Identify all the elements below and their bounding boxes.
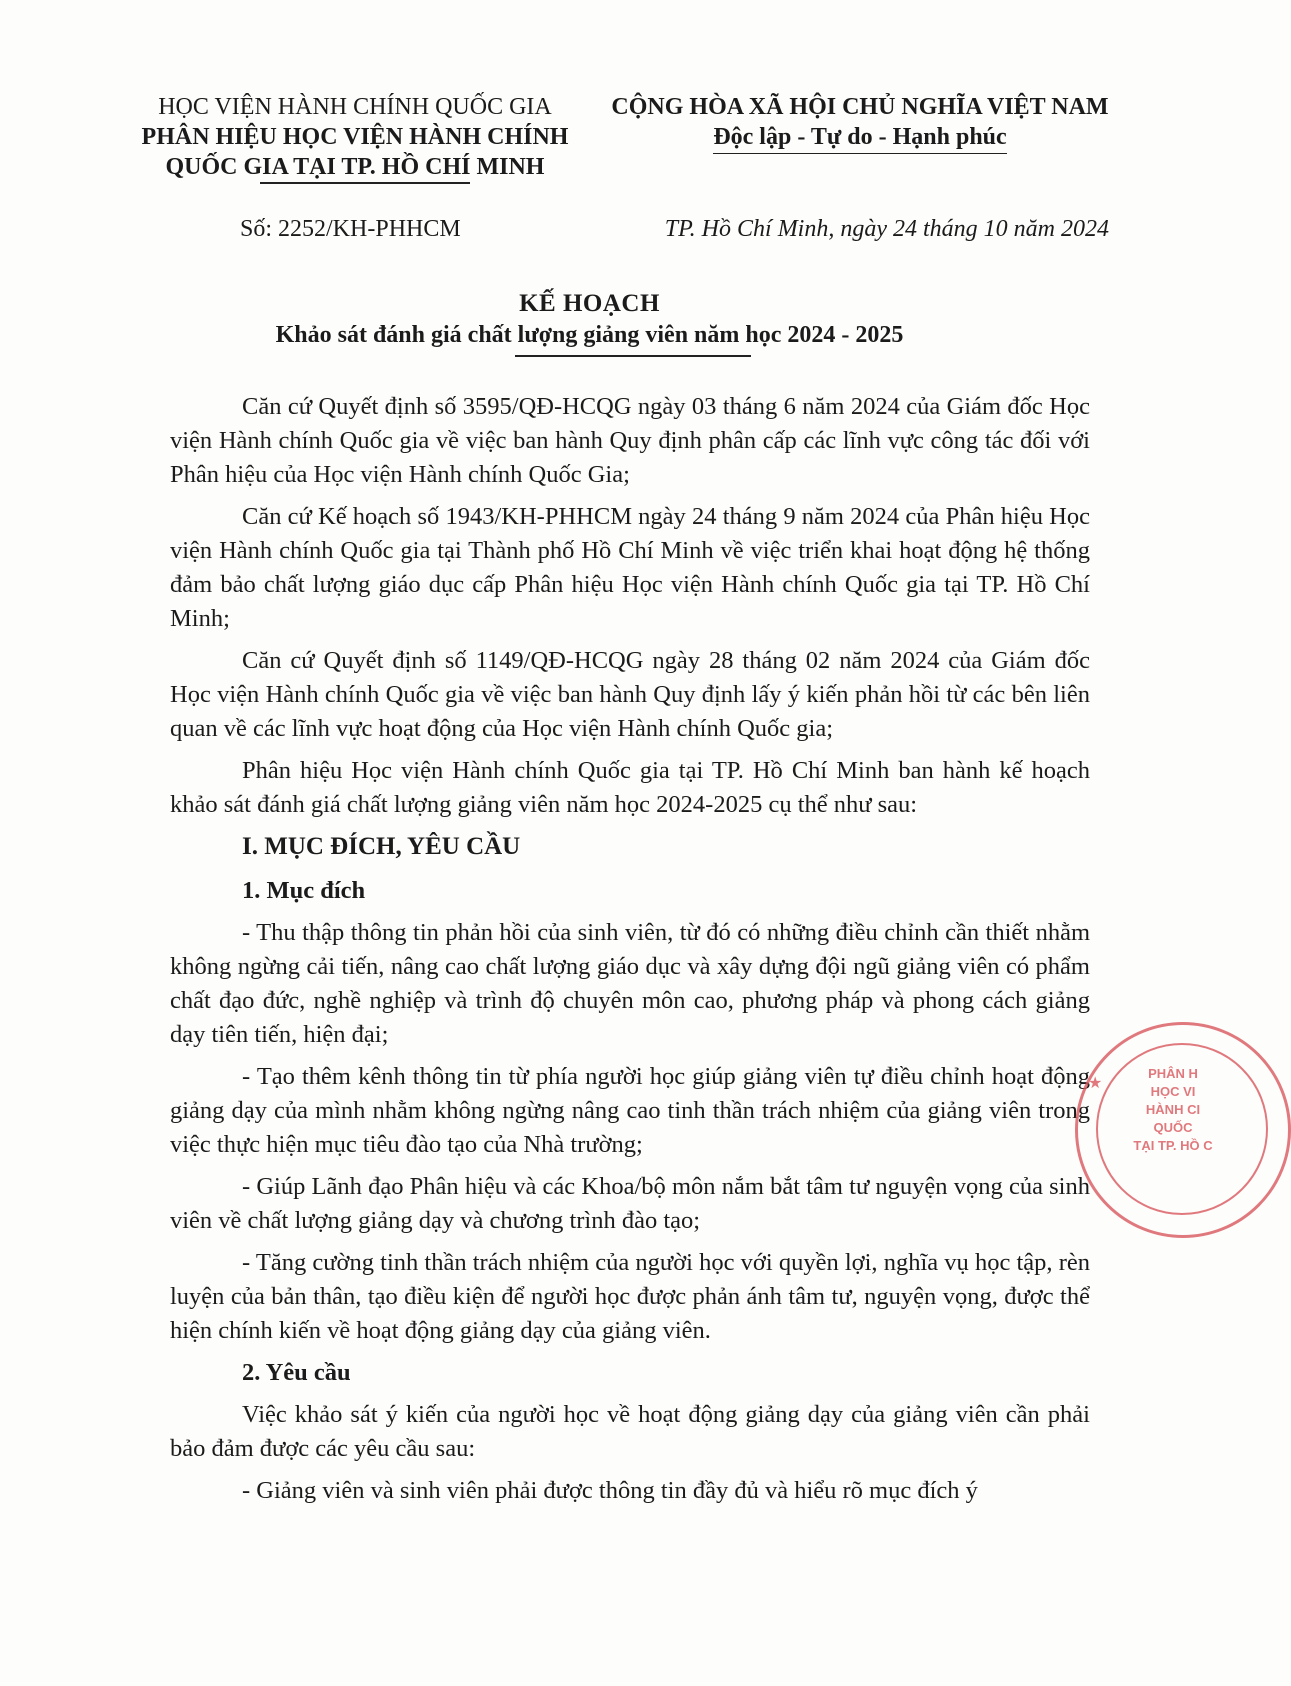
intro-paragraph: Phân hiệu Học viện Hành chính Quốc gia tại TP. Hồ Chí Minh ban hành kế hoạch khảo sát đánh giá chất lượng giảng viên năm học 2024-2025 cụ thể như sau: — [170, 757, 1090, 818]
legal-basis-3: Căn cứ Quyết định số 1149/QĐ-HCQG ngày 28 tháng 02 năm 2024 của Giám đốc Học viện Hành chính Quốc gia về việc ban hành Quy định lấy ý kiến phản hồi từ các bên liên quan về các lĩnh vực hoạt động của Học viện Hành chính Quốc gia; — [170, 647, 1090, 742]
issuer-parent: HỌC VIỆN HÀNH CHÍNH QUỐC GIA — [158, 94, 552, 120]
section-heading-1: I. MỤC ĐÍCH, YÊU CẦU — [242, 833, 521, 860]
subsection-purpose: 1. Mục đích — [242, 877, 366, 904]
purpose-item-4: - Tăng cường tinh thần trách nhiệm của người học với quyền lợi, nghĩa vụ học tập, rèn luyện của bản thân, tạo điều kiện để người học được phản ánh tâm tư, nguyện vọng, được thể hiện chính kiến về hoạt động giảng dạy của giảng viên. — [170, 1249, 1090, 1344]
seal-star-icon: ★ — [1088, 1075, 1103, 1092]
legal-basis-1: Căn cứ Quyết định số 3595/QĐ-HCQG ngày 03 tháng 6 năm 2024 của Giám đốc Học viện Hành chính Quốc gia về việc ban hành Quy định phân cấp các lĩnh vực công tác đối với Phân hiệu của Học viện Hành chính Quốc Gia; — [170, 393, 1090, 488]
official-seal: ★ PHÂN H HỌC VI HÀNH CI QUỐC TẠI TP. HỒ C — [1075, 1022, 1291, 1238]
purpose-item-2: - Tạo thêm kênh thông tin từ phía người học giúp giảng viên tự điều chỉnh hoạt động giảng dạy của mình nhằm không ngừng nâng cao tinh thần trách nhiệm của giảng viên trong việc thực hiện mục tiêu đào tạo của Nhà trường; — [170, 1063, 1090, 1158]
issuer-name-line1: PHÂN HIỆU HỌC VIỆN HÀNH CHÍNH — [141, 124, 569, 150]
subsection-requirements: 2. Yêu cầu — [242, 1359, 351, 1386]
document-subtitle: Khảo sát đánh giá chất lượng giảng viên năm học 2024 - 2025 — [275, 322, 904, 348]
issuer-block — [135, 92, 575, 184]
national-motto: Độc lập - Tự do - Hạnh phúc — [713, 122, 1006, 154]
document-number: Số: 2252/KH-PHHCM — [240, 216, 461, 242]
national-title: CỘNG HÒA XÃ HỘI CHỦ NGHĨA VIỆT NAM — [611, 94, 1109, 120]
purpose-item-1: - Thu thập thông tin phản hồi của sinh viên, từ đó có những điều chỉnh cần thiết nhằm không ngừng cải tiến, nâng cao chất lượng giáo dục và xây dựng đội ngũ giảng viên có phẩm chất đạo đức, nghề nghiệp và trình độ chuyên môn cao, phương pháp và phong cách giảng dạy tiên tiến, hiện đại; — [170, 919, 1090, 1048]
issuer-underline — [260, 182, 470, 184]
subtitle-underline — [515, 355, 751, 357]
document-title: KẾ HOẠCH — [519, 290, 660, 317]
document-date: TP. Hồ Chí Minh, ngày 24 tháng 10 năm 2024 — [664, 216, 1109, 242]
national-header — [595, 92, 1125, 154]
requirements-intro: Việc khảo sát ý kiến của người học về hoạt động giảng dạy của giảng viên cần phải bảo đảm được các yêu cầu sau: — [170, 1401, 1090, 1462]
issuer-name-line2: QUỐC GIA TẠI TP. HỒ CHÍ MINH — [165, 154, 545, 180]
requirement-item-1: - Giảng viên và sinh viên phải được thông tin đầy đủ và hiểu rõ mục đích ý — [242, 1477, 978, 1504]
legal-basis-2: Căn cứ Kế hoạch số 1943/KH-PHHCM ngày 24 tháng 9 năm 2024 của Phân hiệu Học viện Hành chính Quốc gia tại Thành phố Hồ Chí Minh về việc triển khai hoạt động hệ thống đảm bảo chất lượng giáo dục cấp Phân hiệu Học viện Hành chính Quốc gia tại TP. Hồ Chí Minh; — [170, 503, 1090, 632]
document-body — [170, 390, 1090, 1516]
purpose-item-3: - Giúp Lãnh đạo Phân hiệu và các Khoa/bộ môn nắm bắt tâm tư nguyện vọng của sinh viên về chất lượng giảng dạy và chương trình đào tạo; — [170, 1173, 1090, 1234]
